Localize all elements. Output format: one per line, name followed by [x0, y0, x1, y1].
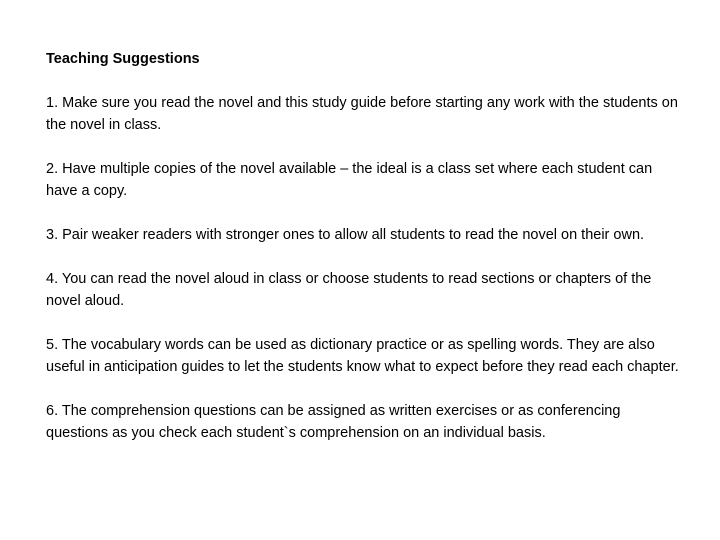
document-title: Teaching Suggestions: [46, 51, 200, 67]
suggestion-item-1: 1. Make sure you read the novel and this study guide before starting any work with the students on the novel in class.: [46, 95, 678, 133]
suggestion-item-6: 6. The comprehension questions can be assigned as written exercises or as conferencing questions as you check each student`s comprehension on an individual basis.: [46, 403, 621, 441]
suggestion-item-3: 3. Pair weaker readers with stronger ones to allow all students to read the novel on their own.: [46, 227, 645, 243]
suggestion-item-2: 2. Have multiple copies of the novel available – the ideal is a class set where each student can have a copy.: [46, 161, 653, 199]
suggestion-item-4: 4. You can read the novel aloud in class or choose students to read sections or chapters of the novel aloud.: [46, 271, 652, 309]
suggestion-item-5: 5. The vocabulary words can be used as dictionary practice or as spelling words. They are also useful in anticipation guides to let the students know what to expect before they read each chapter.: [46, 337, 679, 375]
document-page: [46, 49, 686, 466]
